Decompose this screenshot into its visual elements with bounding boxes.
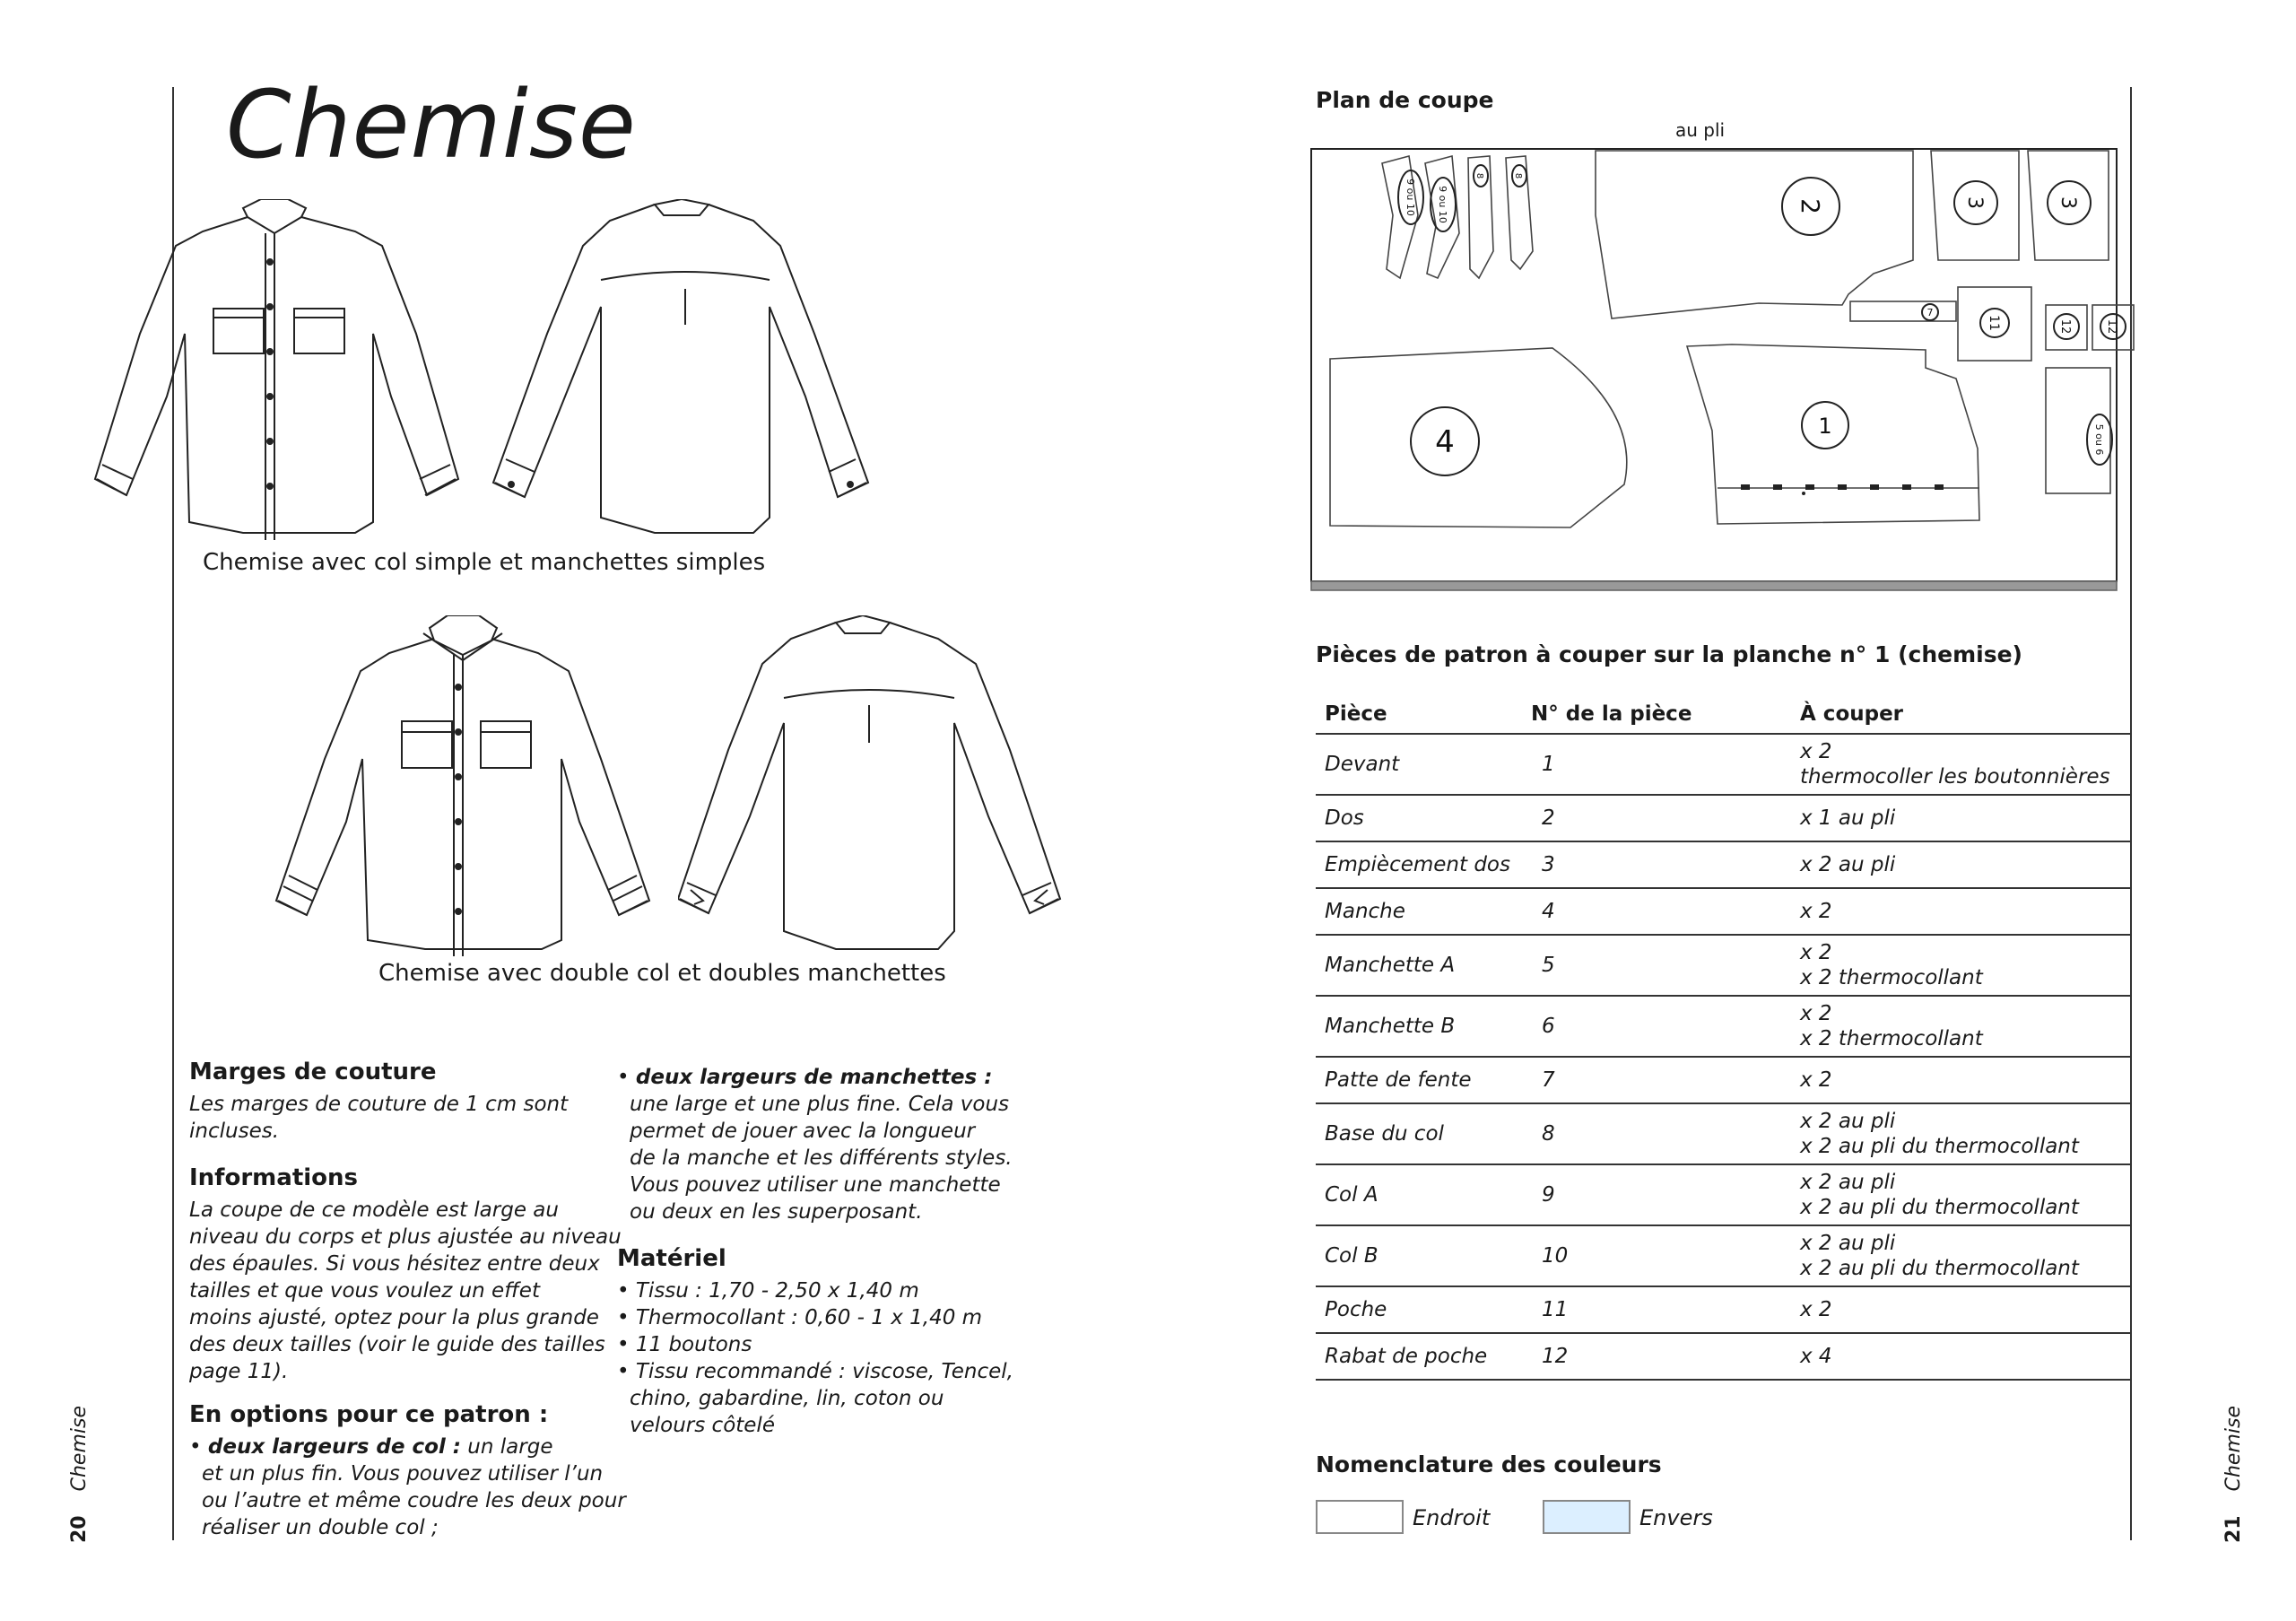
piece-number-cell: 10 (1522, 1225, 1791, 1286)
table-row (1316, 1225, 2132, 1286)
svg-text:3: 3 (2057, 196, 2079, 209)
options-list-continued: • deux largeurs de manchettes : une large et une plus fine. Cela vous permet de jouer avec la longueur de la manche et les différents styles. Vous pouvez utiliser une manchette ou deux en les superposant. (617, 1066, 1013, 1224)
table-row (1316, 1057, 2132, 1103)
cut-line: x 2 au pli du thermocollant (1800, 1196, 2079, 1219)
cut-instruction-cell (1791, 795, 2132, 841)
pieces-table-title: Pièces de patron à couper sur la planche n° 1 (chemise) (1316, 641, 2022, 667)
svg-text:5 ou 6: 5 ou 6 (2093, 423, 2105, 456)
piece-name-cell: Manche (1316, 888, 1522, 935)
piece-number-cell: 8 (1522, 1103, 1791, 1164)
cut-line: x 2 (1800, 1068, 1832, 1092)
right-running-footer (2222, 1406, 2245, 1543)
piece-number-cell: 11 (1522, 1286, 1791, 1333)
cut-instruction-cell (1791, 841, 2132, 888)
cut-instruction-cell (1791, 996, 2132, 1057)
cut-plan-title: Plan de coupe (1316, 87, 1494, 113)
piece-name-cell: Devant (1316, 734, 1522, 795)
options-list: • deux largeurs de col : un large et un plus fin. Vous pouvez utiliser l’un ou l’autre et même coudre les deux pour réaliser un double col ; (189, 1435, 626, 1539)
piece-number-cell: 1 (1522, 734, 1791, 795)
running-title: Chemise (68, 1405, 91, 1492)
piece-name-cell: Dos (1316, 795, 1522, 841)
page-title: Chemise (226, 70, 637, 179)
table-row (1316, 841, 2132, 888)
cut-line: x 2 (1800, 941, 1832, 964)
cut-instruction-cell (1791, 1164, 2132, 1225)
table-header-row (1316, 694, 2132, 734)
table-row (1316, 996, 2132, 1057)
running-title: Chemise (2222, 1405, 2245, 1492)
table-row (1316, 795, 2132, 841)
cut-line: thermocoller les boutonnières (1800, 765, 2110, 789)
piece-number-cell: 12 (1522, 1333, 1791, 1380)
left-running-footer (68, 1406, 91, 1543)
piece-name-cell: Empiècement dos (1316, 841, 1522, 888)
cut-instruction-cell (1791, 734, 2132, 795)
svg-text:8: 8 (1474, 172, 1484, 179)
page-number: 21 (2222, 1515, 2245, 1543)
svg-text:4: 4 (1435, 424, 1455, 460)
piece-name-cell: Rabat de poche (1316, 1333, 1522, 1380)
shirt-back-illustration (484, 199, 879, 540)
table-row (1316, 935, 2132, 996)
legend-title: Nomenclature des couleurs (1316, 1451, 1662, 1477)
legend-swatch-endroit (1316, 1500, 1404, 1534)
shirt-front-illustration (86, 199, 481, 540)
seam-allowance-text: Les marges de couture de 1 cm sont incluses. (189, 1093, 569, 1143)
cut-instruction-cell (1791, 1333, 2132, 1380)
cut-line: x 2 thermocollant (1800, 966, 1983, 989)
table-row (1316, 1103, 2132, 1164)
column-header: N° de la pièce (1522, 694, 1791, 734)
table-row (1316, 1333, 2132, 1380)
fold-label: au pli (1675, 119, 1726, 141)
pieces-table (1316, 694, 2132, 1381)
piece-name-cell: Manchette B (1316, 996, 1522, 1057)
table-row (1316, 734, 2132, 795)
options-heading: En options pour ce patron : (189, 1401, 549, 1428)
cut-instruction-cell (1791, 935, 2132, 996)
svg-text:11: 11 (1987, 315, 2001, 331)
cut-line: x 1 au pli (1800, 806, 1896, 830)
svg-text:12: 12 (2058, 318, 2072, 335)
piece-name-cell: Patte de fente (1316, 1057, 1522, 1103)
piece-number-cell: 4 (1522, 888, 1791, 935)
legend-label: Endroit (1413, 1505, 1491, 1530)
cut-line: x 2 au pli (1800, 1110, 1896, 1133)
info-heading: Informations (189, 1164, 359, 1191)
cut-line: x 2 (1800, 900, 1832, 923)
cut-instruction-cell (1791, 888, 2132, 935)
cut-line: x 2 au pli du thermocollant (1800, 1257, 2079, 1280)
cut-line: x 2 au pli (1800, 1171, 1896, 1194)
material-list: • Tissu : 1,70 - 2,50 x 1,40 m • Thermocollant : 0,60 - 1 x 1,40 m • 11 boutons • Tissu recommandé : viscose, Tencel, chino, gabardine, lin, coton ou velours côtelé (617, 1279, 1013, 1437)
piece-number-cell: 6 (1522, 996, 1791, 1057)
piece-number-cell: 3 (1522, 841, 1791, 888)
cut-line: x 2 au pli (1800, 853, 1896, 876)
cut-line: x 2 au pli du thermocollant (1800, 1135, 2079, 1158)
column-header: Pièce (1316, 694, 1522, 734)
page-number: 20 (68, 1515, 91, 1543)
piece-name-cell: Manchette A (1316, 935, 1522, 996)
cut-instruction-cell (1791, 1225, 2132, 1286)
piece-name-cell: Col A (1316, 1164, 1522, 1225)
cutting-plan-diagram (1310, 144, 2137, 596)
legend-label: Envers (1639, 1505, 1713, 1530)
svg-text:1: 1 (1818, 414, 1832, 439)
piece-number-cell: 9 (1522, 1164, 1791, 1225)
piece-name-cell: Poche (1316, 1286, 1522, 1333)
piece-number-cell: 7 (1522, 1057, 1791, 1103)
cut-line: x 2 (1800, 740, 1832, 763)
cut-instruction-cell (1791, 1057, 2132, 1103)
svg-text:7: 7 (1926, 307, 1934, 318)
shirt-double-collar-front-illustration (273, 615, 667, 956)
cut-line: x 4 (1800, 1345, 1832, 1368)
cut-line: x 2 (1800, 1002, 1832, 1025)
svg-text:2: 2 (1796, 198, 1825, 214)
table-row (1316, 1164, 2132, 1225)
piece-number-cell: 2 (1522, 795, 1791, 841)
piece-number-cell: 5 (1522, 935, 1791, 996)
svg-text:8: 8 (1513, 172, 1523, 179)
piece-name-cell: Col B (1316, 1225, 1522, 1286)
svg-text:9 ou 10: 9 ou 10 (1437, 186, 1448, 223)
table-row (1316, 1286, 2132, 1333)
cut-instruction-cell (1791, 1286, 2132, 1333)
legend-swatch-envers (1543, 1500, 1631, 1534)
seam-allowance-heading: Marges de couture (189, 1059, 437, 1085)
cut-line: x 2 thermocollant (1800, 1027, 1983, 1050)
material-heading: Matériel (617, 1245, 726, 1272)
table-row (1316, 888, 2132, 935)
cut-instruction-cell (1791, 1103, 2132, 1164)
cut-line: x 2 (1800, 1298, 1832, 1321)
svg-text:12: 12 (2105, 318, 2118, 335)
shirt-double-collar-back-illustration (678, 615, 1073, 956)
caption-double-collar: Chemise avec double col et doubles manchettes (378, 960, 946, 987)
info-text: La coupe de ce modèle est large au niveau du corps et plus ajustée au niveau des épaules. Si vous hésitez entre deux tailles et que vous voulez un effet moins ajusté, optez pour la plus grande des deux tailles (voir le guide des tailles page 11). (189, 1198, 622, 1383)
cut-line: x 2 au pli (1800, 1232, 1896, 1255)
caption-simple-collar: Chemise avec col simple et manchettes simples (203, 549, 766, 576)
svg-text:3: 3 (1963, 196, 1986, 209)
svg-text:9 ou 10: 9 ou 10 (1405, 179, 1416, 216)
column-header: À couper (1791, 694, 2132, 734)
piece-name-cell: Base du col (1316, 1103, 1522, 1164)
